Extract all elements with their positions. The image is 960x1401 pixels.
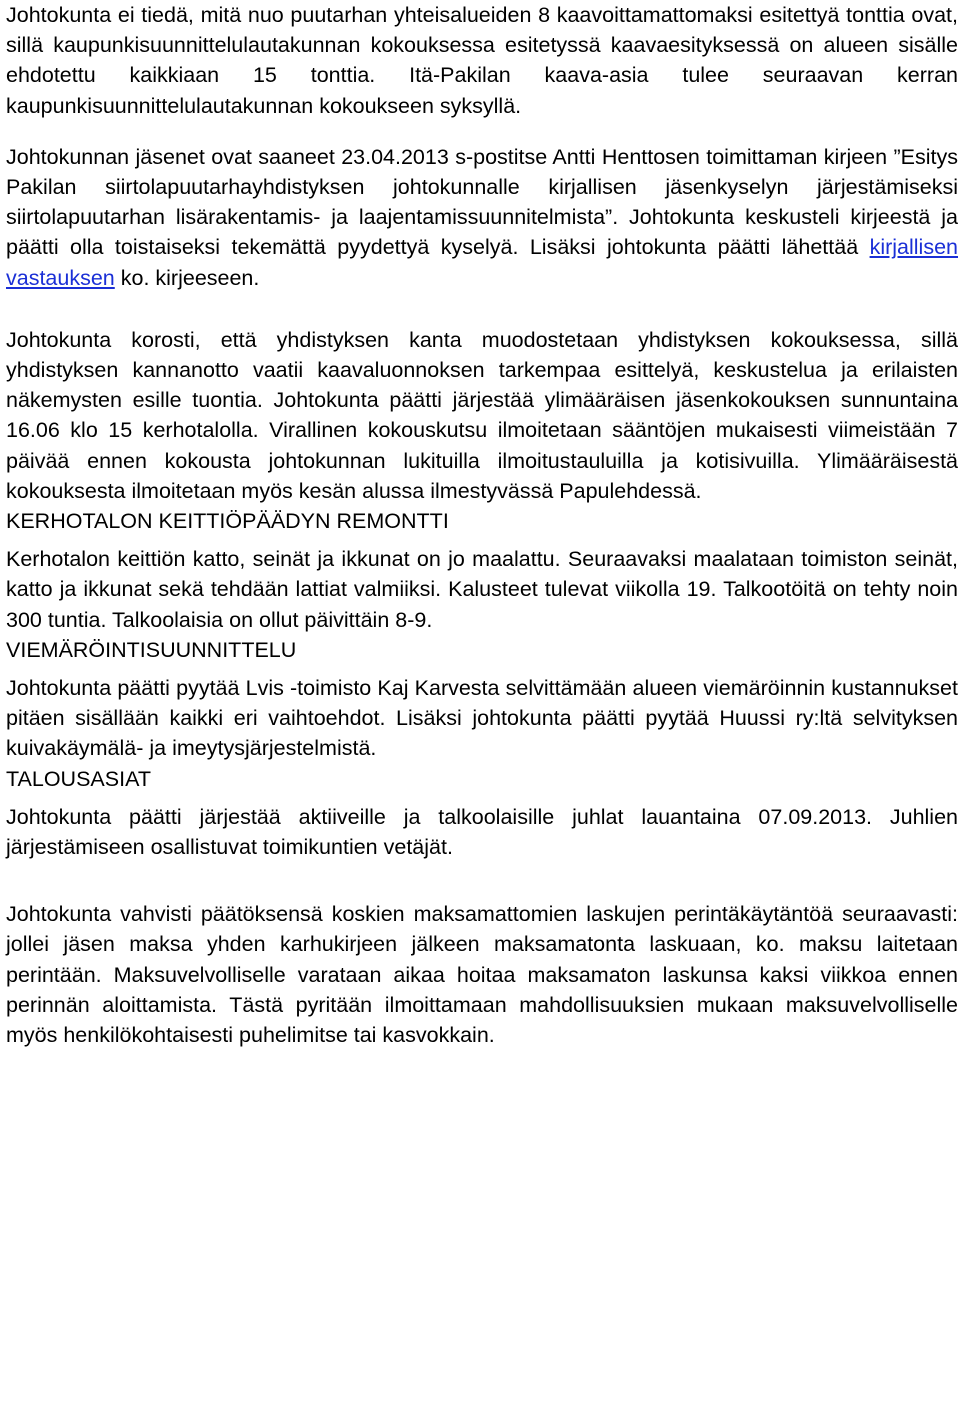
paragraph-finance-party: Johtokunta päätti järjestää aktiiveille ja talkoolaisille juhlat lauantaina 07.09.2013. Juhlien järjestämiseen osallistuvat toimikuntien vetäjät. xyxy=(6,804,958,860)
heading-kitchen-renovation: KERHOTALON KEITTIÖPÄÄDYN REMONTTI xyxy=(6,509,449,534)
heading-finance: TALOUSASIAT xyxy=(6,766,151,791)
paragraph-sewer-planning: Johtokunta päätti pyytää Lvis -toimisto Kaj Karvesta selvittämään alueen viemäröinnin kustannukset pitäen sisällään kaikki eri vaihtoehdot. Lisäksi johtokunta päätti pyytää Huussi ry:ltä selvityksen kuivakäymälä- ja imeytysjärjestelmistä. xyxy=(6,676,958,761)
paragraph-plan-lots: Johtokunta ei tiedä, mitä nuo puutarhan yhteisalueiden 8 kaavoittamattomaksi esitettyä tonttia ovat, sillä kaupunkisuunnittelulautakunnan kokouksessa esitetyssä kaavaesityksessä on alueen sisälle ehdotettu kaikkiaan 15 tonttia. Itä-Pakilan kaava-asia tulee seuraavan kerran kaupunkisuunnittelulautakunnan kokoukseen syksyllä. xyxy=(6,3,958,118)
paragraph-finance-collection: Johtokunta vahvisti päätöksensä koskien maksamattomien laskujen perintäkäytäntöä seuraavasti: jollei jäsen maksa yhden karhukirjeen jälkeen maksamatonta laskuaan, ko. maksu laitetaan perintään. Maksuvelvolliselle varataan aikaa hoitaa maksamaton laskunsa kaksi viikkoa ennen perinnän aloittamista. Tästä pyritään ilmoittamaan mahdollisuuksien mukaan maksuvelvolliselle myös henkilökohtaisesti puhelimitse tai kasvokkain. xyxy=(6,902,958,1048)
written-reply-link[interactable]: kirjallisen vastauksen xyxy=(6,235,958,290)
paragraph-extra-meeting: Johtokunta korosti, että yhdistyksen kanta muodostetaan yhdistyksen kokouksessa, sillä yhdistyksen kannanotto vaatii kaavaluonnoksen tarkempaa esittelyä, keskustelua ja erilaisten näkemysten esille tuontia. Johtokunta päätti järjestää ylimääräisen jäsenkokouksen sunnuntaina 16.06 klo 15 kerhotalolla. Virallinen kokouskutsu ilmoitetaan sääntöjen mukaisesti viimeistään 7 päivää ennen kokousta johtokunnan lukituilla ilmoitustauluilla ja kotisivuilla. Ylimääräisestä kokouksesta ilmoitetaan myös kesän alussa ilmestyvässä Papulehdessä. xyxy=(6,327,958,503)
document-page xyxy=(6,0,958,1050)
paragraph-kitchen-renovation: Kerhotalon keittiön katto, seinät ja ikkunat on jo maalattu. Seuraavaksi maalataan toimiston seinät, katto ja ikkunat sekä tehdään lattiat valmiiksi. Kalusteet tulevat viikolla 19. Talkootöitä on tehty noin 300 tuntia. Talkoolaisia on ollut päivittäin 8-9. xyxy=(6,547,958,632)
paragraph-letter xyxy=(6,142,958,293)
paragraph-letter-text: Johtokunnan jäsenet ovat saaneet 23.04.2013 s-postitse Antti Henttosen toimittaman kirjeen ”Esitys Pakilan siirtolapuutarhayhdistyksen johtokunnalle kirjallisen jäsenkyselyn järjestämiseksi siirtolapuutarhan lisärakentamis- ja laajentamissuunnitelmista”. Johtokunta keskusteli kirjeestä ja päätti olla toistaiseksi tekemättä pyydettyä kyselyä. Lisäksi johtokunta päätti lähettää xyxy=(6,144,958,260)
paragraph-letter-tail: ko. kirjeeseen. xyxy=(114,265,260,290)
heading-sewer-planning: VIEMÄRÖINTISUUNNITTELU xyxy=(6,637,297,662)
